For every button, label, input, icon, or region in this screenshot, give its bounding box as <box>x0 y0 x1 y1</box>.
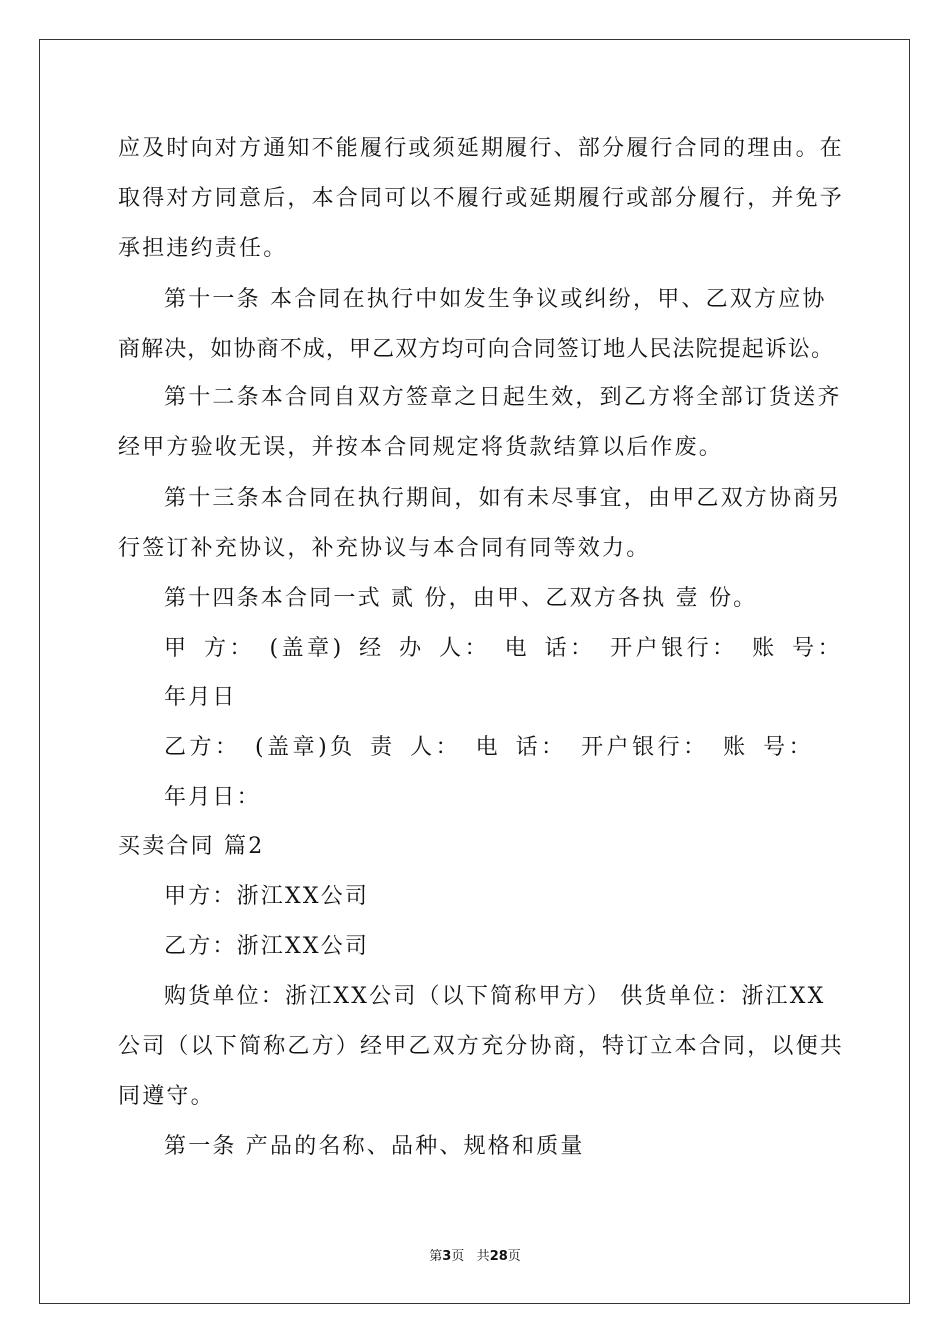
signature-line-party-a: 甲 方： (盖章) 经 办 人： 电 话： 开户银行： 账 号： <box>164 636 844 661</box>
text-line: 第十三条本合同在执行期间，如有未尽事宜，由甲乙双方协商另 <box>164 486 842 511</box>
page-prefix: 第 <box>429 1249 443 1264</box>
text-line: 购货单位：浙江XX公司（以下简称甲方） 供货单位：浙江XX <box>164 984 826 1009</box>
text-line: 第十二条本合同自双方签章之日起生效，到乙方将全部订货送齐 <box>164 385 842 410</box>
total-prefix: 共 <box>476 1249 490 1264</box>
page-footer <box>0 1248 950 1266</box>
signature-line-party-b: 乙方： (盖章)负 责 人： 电 话： 开户银行： 账 号： <box>164 735 815 760</box>
text-line: 甲方：浙江XX公司 <box>164 884 370 909</box>
text-line: 乙方：浙江XX公司 <box>164 934 370 959</box>
text-line: 应及时向对方通知不能履行或须延期履行、部分履行合同的理由。在 <box>118 136 845 161</box>
page-number: 3 <box>442 1249 452 1264</box>
total-pages: 28 <box>489 1249 508 1264</box>
total-suffix: 页 <box>507 1249 521 1264</box>
text-line: 第一条 产品的名称、品种、规格和质量 <box>164 1134 585 1159</box>
section-heading: 买卖合同 篇2 <box>118 834 265 859</box>
text-line: 承担违约责任。 <box>118 236 288 261</box>
text-line: 经甲方验收无误，并按本合同规定将货款结算以后作废。 <box>118 435 724 460</box>
date-line: 年月日： <box>164 785 261 810</box>
text-line: 行签订补充协议，补充协议与本合同有同等效力。 <box>118 536 651 561</box>
text-line: 第十四条本合同一式 贰 份，由甲、乙双方各执 壹 份。 <box>164 586 758 611</box>
text-line: 取得对方同意后，本合同可以不履行或延期履行或部分履行，并免予 <box>118 186 845 211</box>
text-line: 公司（以下简称乙方）经甲乙双方充分协商，特订立本合同，以便共 <box>118 1034 845 1059</box>
text-line: 第十一条 本合同在执行中如发生争议或纠纷，甲、乙双方应协 <box>164 287 827 312</box>
page-border <box>39 39 910 1304</box>
text-line: 商解决，如协商不成，甲乙双方均可向合同签订地人民法院提起诉讼。 <box>118 337 835 362</box>
text-line: 同遵守。 <box>118 1084 215 1109</box>
date-line: 年月日 <box>164 685 237 710</box>
page-suffix: 页 <box>451 1249 465 1264</box>
